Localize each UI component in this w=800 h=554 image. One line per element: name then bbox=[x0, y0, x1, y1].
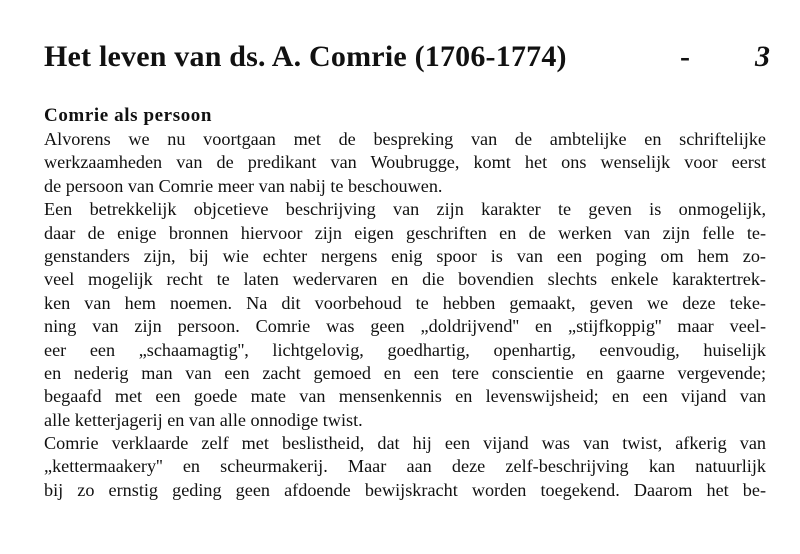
text-line: eer een „schaamagtig'', lichtgelovig, goedhartig, openhartig, eenvoudig, huiselijk bbox=[44, 339, 766, 360]
text-line: alle ketterjagerij en van alle onnodige twist. bbox=[44, 409, 363, 430]
text-line: „kettermaakery'' en scheurmakerij. Maar aan deze zelf-beschrijving kan natuurlijk bbox=[44, 456, 766, 477]
text-line: en nederig man van een zacht gemoed en een tere conscientie en gaarne vergevende; bbox=[44, 362, 766, 383]
text-line: bij zo ernstig geding geen afdoende bewijskracht worden toegekend. Daarom het be- bbox=[44, 479, 766, 500]
text-line: daar de enige bronnen hiervoor zijn eigen geschriften en de werken van zijn felle te- bbox=[44, 222, 766, 243]
running-header bbox=[44, 40, 772, 80]
section-heading: Comrie als persoon bbox=[44, 105, 213, 126]
text-line: de persoon van Comrie meer van nabij te beschouwen. bbox=[44, 175, 443, 196]
text-line: begaafd met een goede mate van mensenkennis en levenswijsheid; en een vijand van bbox=[44, 386, 766, 407]
header-separator: - bbox=[680, 40, 690, 73]
text-line: Een betrekkelijk objcetieve beschrijving van zijn karakter te geven is onmogelijk, bbox=[44, 199, 766, 220]
text-line: werkzaamheden van de predikant van Woubrugge, komt het ons wenselijk voor eerst bbox=[44, 152, 766, 173]
page-number: 3 bbox=[755, 40, 770, 73]
text-line: Alvorens we nu voortgaan met de bespreking van de ambtelijke en schriftelijke bbox=[44, 129, 766, 149]
text-line: ken van hem noemen. Na dit voorbehoud te hebben gemaakt, geven we deze teke- bbox=[44, 292, 766, 313]
page-header-title: Het leven van ds. A. Comrie (1706-1774) bbox=[44, 40, 567, 73]
text-line: veel mogelijk recht te laten wedervaren en die bovendien slechts enkele karaktertrek- bbox=[44, 269, 766, 290]
body-text bbox=[44, 128, 766, 502]
text-line: Comrie verklaarde zelf met beslistheid, dat hij een vijand was van twist, afkerig van bbox=[44, 433, 766, 454]
text-line: ning van zijn persoon. Comrie was geen „doldrijvend'' en „stijfkoppig'' maar veel- bbox=[44, 316, 766, 337]
text-line: genstanders zijn, bij wie echter nergens enig spoor is van een poging om hem zo- bbox=[44, 245, 766, 266]
